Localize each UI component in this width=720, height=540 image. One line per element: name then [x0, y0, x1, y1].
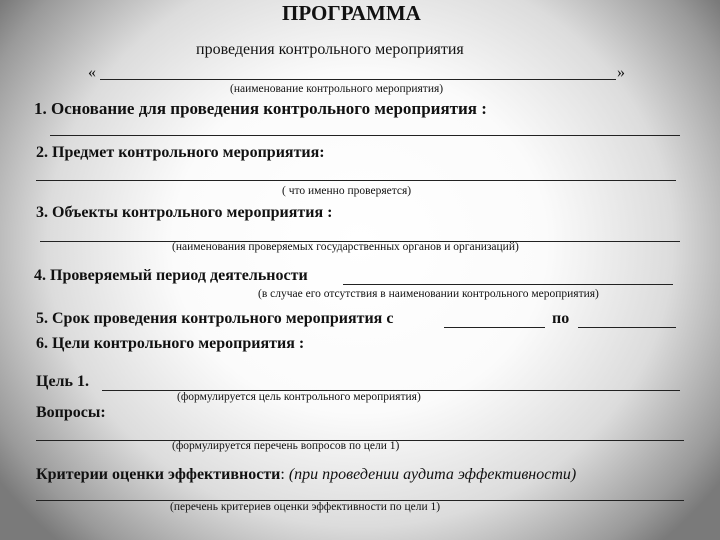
- section-1-label: 1. Основание для проведения контрольного мероприятия :: [34, 99, 487, 118]
- page-subtitle: проведения контрольного мероприятия: [196, 41, 464, 58]
- section-5-to-underline: [578, 327, 676, 328]
- goal-hint: (формулируется цель контрольного мероприятия): [177, 391, 421, 403]
- section-2-hint: ( что именно проверяется): [282, 185, 412, 197]
- name-close-quote: »: [617, 64, 625, 81]
- section-3-label: 3. Объекты контрольного мероприятия :: [36, 204, 333, 221]
- name-open-quote: «: [88, 64, 96, 81]
- criteria-hint: (перечень критериев оценки эффективности по цели 1): [170, 501, 441, 513]
- criteria-line: [36, 467, 576, 483]
- section-2-underline: [36, 180, 676, 181]
- criteria-colon: :: [280, 466, 285, 483]
- section-3-hint: (наименования проверяемых государственных органов и организаций): [172, 241, 519, 253]
- section-4-underline: [343, 284, 673, 285]
- section-6-label: 6. Цели контрольного мероприятия :: [36, 335, 305, 352]
- section-5-label: 5. Срок проведения контрольного мероприятия с: [36, 310, 394, 327]
- section-4-hint: (в случае его отсутствия в наименовании контрольного мероприятия): [258, 288, 599, 300]
- criteria-note: (при проведении аудита эффективности): [288, 466, 577, 483]
- section-2-label: 2. Предмет контрольного мероприятия:: [36, 144, 325, 161]
- questions-label: Вопросы:: [36, 404, 106, 421]
- section-1-underline: [50, 135, 680, 136]
- section-5-from-underline: [444, 327, 545, 328]
- page-title: ПРОГРАММА: [282, 1, 421, 25]
- criteria-label: Критерии оценки эффективности: [36, 466, 281, 483]
- name-hint: (наименование контрольного мероприятия): [230, 83, 444, 95]
- section-4-label: 4. Проверяемый период деятельности: [34, 267, 308, 284]
- section-5-to-label: по: [552, 310, 570, 327]
- name-underline: [100, 79, 616, 80]
- questions-hint: (формулируется перечень вопросов по цели 1): [172, 440, 400, 452]
- goal-label: Цель 1.: [36, 373, 89, 390]
